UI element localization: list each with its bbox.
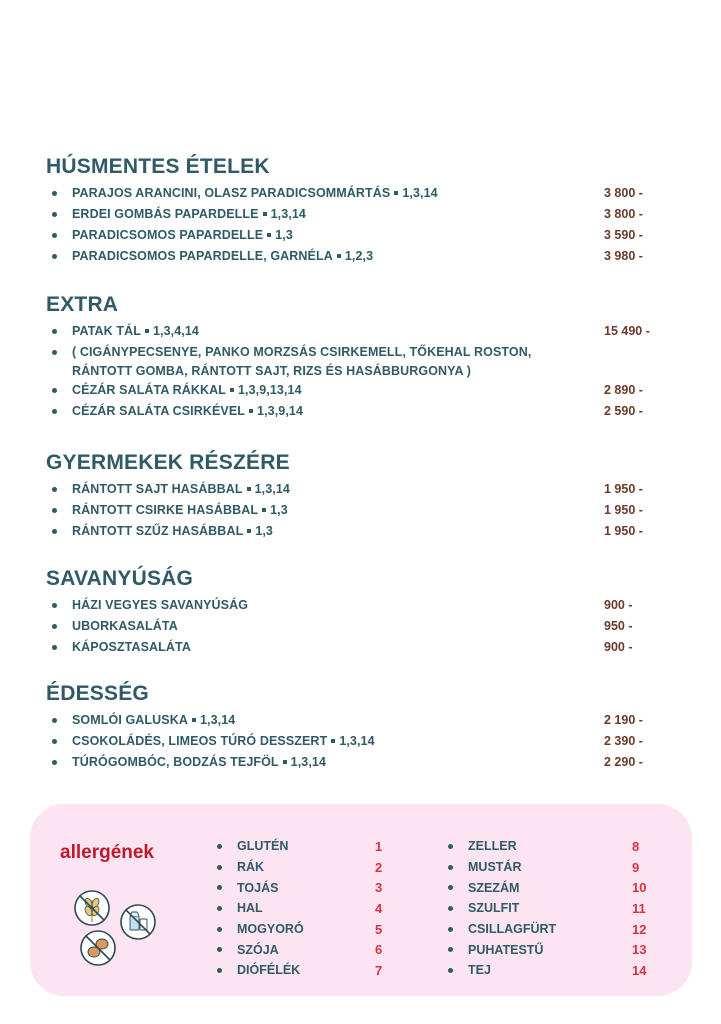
bullet-icon: [448, 927, 453, 932]
allergen-item: [217, 857, 383, 878]
allergen-title: allergének: [60, 842, 154, 863]
allergen-name: GLUTÉN: [237, 839, 289, 854]
item-name: HÁZI VEGYES SAVANYÚSÁG: [72, 598, 249, 612]
allergen-number: 5: [375, 921, 383, 937]
allergen-number: 13: [632, 942, 647, 958]
square-icon: [331, 739, 335, 743]
allergen-name: RÁK: [237, 860, 265, 875]
item-price: 900 -: [604, 598, 633, 612]
menu-list: [46, 184, 686, 268]
item-name: PARADICSOMOS PAPARDELLE: [72, 228, 264, 242]
menu-item: [46, 732, 686, 753]
section-husmentes: [46, 154, 686, 268]
bullet-icon: [52, 409, 57, 414]
bullet-icon: [448, 968, 453, 973]
menu-list: [46, 711, 686, 774]
allergen-item: [217, 898, 383, 919]
square-icon: [263, 212, 267, 216]
bullet-icon: [217, 865, 222, 870]
square-icon: [337, 254, 341, 258]
item-allergens: 1,3,9,13,14: [237, 383, 302, 397]
item-name: TÚRÓGOMBÓC, BODZÁS TEJFÖL: [72, 755, 279, 769]
allergen-icons: [70, 884, 162, 970]
menu-list: [46, 596, 686, 659]
square-icon: [283, 760, 287, 764]
item-allergens: 1,3: [275, 228, 293, 242]
allergen-number: 6: [375, 942, 383, 958]
allergen-name: SZÓJA: [237, 942, 279, 957]
square-icon: [230, 388, 234, 392]
bullet-icon: [217, 906, 222, 911]
allergen-item: [448, 960, 647, 981]
menu-item: [46, 596, 686, 617]
item-price: 900 -: [604, 640, 633, 654]
menu-item: [46, 322, 686, 343]
item-name: CÉZÁR SALÁTA RÁKKAL: [72, 383, 226, 397]
square-icon: [267, 233, 271, 237]
item-price: 3 590 -: [604, 228, 643, 242]
section-gyermekek: [46, 450, 686, 543]
item-name: RÁNTOTT SZŰZ HASÁBBAL: [72, 524, 244, 538]
item-allergens: 1,3,14: [339, 734, 375, 748]
allergen-name: MOGYORÓ: [237, 922, 304, 937]
menu-item: [46, 522, 686, 543]
section-title: GYERMEKEK RÉSZÉRE: [46, 451, 290, 474]
menu-item: [46, 184, 686, 205]
item-price: 3 800 -: [604, 186, 643, 200]
bullet-icon: [52, 350, 57, 355]
item-price: 2 590 -: [604, 404, 643, 418]
item-allergens: 1,3,9,14: [257, 404, 304, 418]
item-price: 2 290 -: [604, 755, 643, 769]
item-price: 3 800 -: [604, 207, 643, 221]
bullet-icon: [52, 233, 57, 238]
square-icon: [247, 529, 251, 533]
allergen-number: 1: [375, 838, 383, 854]
bullet-icon: [52, 329, 57, 334]
menu-list: [46, 322, 686, 423]
menu-item: [46, 205, 686, 226]
allergen-number: 10: [632, 880, 647, 896]
menu-item: [46, 501, 686, 522]
allergen-number: 7: [375, 962, 383, 978]
bullet-icon: [448, 885, 453, 890]
item-price: 2 190 -: [604, 713, 643, 727]
bullet-icon: [52, 254, 57, 259]
square-icon: [262, 508, 266, 512]
menu-item: [46, 226, 686, 247]
menu-list: [46, 480, 686, 543]
item-name: PARAJOS ARANCINI, OLASZ PARADICSOMMÁRTÁS: [72, 186, 391, 200]
item-name: RÁNTOTT SAJT HASÁBBAL: [72, 482, 243, 496]
item-price: 3 980 -: [604, 249, 643, 263]
allergen-item: [448, 836, 640, 857]
allergen-legend: [30, 804, 692, 996]
menu-item: [46, 617, 686, 638]
allergen-name: TEJ: [468, 963, 491, 978]
item-price: 15 490 -: [604, 324, 650, 338]
allergen-name: PUHATESTŰ: [468, 942, 544, 957]
allergen-name: TOJÁS: [237, 880, 279, 895]
item-name: PARADICSOMOS PAPARDELLE, GARNÉLA: [72, 249, 333, 263]
bullet-icon: [217, 844, 222, 849]
bullet-icon: [52, 388, 57, 393]
milk-icon: [121, 905, 155, 939]
allergen-item: [217, 960, 383, 981]
allergen-number: 11: [632, 900, 646, 916]
menu-item: [46, 343, 686, 381]
bullet-icon: [52, 487, 57, 492]
bullet-icon: [52, 624, 57, 629]
item-allergens: 1,3,14: [270, 207, 306, 221]
square-icon: [249, 409, 253, 413]
item-price: 2 390 -: [604, 734, 643, 748]
menu-item: [46, 638, 686, 659]
allergen-item: [217, 919, 383, 940]
item-allergens: 1,3,14: [402, 186, 438, 200]
allergen-number: 3: [375, 880, 383, 896]
allergen-number: 9: [632, 859, 640, 875]
item-name: PATAK TÁL: [72, 324, 141, 338]
allergen-name: HAL: [237, 901, 263, 916]
item-allergens: 1,3: [255, 524, 273, 538]
bullet-icon: [448, 844, 453, 849]
bullet-icon: [52, 645, 57, 650]
item-name: UBORKASALÁTA: [72, 619, 178, 633]
item-price: 1 950 -: [604, 482, 643, 496]
menu-item: [46, 753, 686, 774]
allergen-name: DIÓFÉLÉK: [237, 963, 301, 978]
square-icon: [192, 718, 196, 722]
item-allergens: 1,3: [270, 503, 288, 517]
item-name: CSOKOLÁDÉS, LIMEOS TÚRÓ DESSZERT: [72, 734, 328, 748]
allergen-list-right: [448, 836, 647, 981]
item-name: RÁNTOTT CSIRKE HASÁBBAL: [72, 503, 259, 517]
allergen-item: [448, 857, 640, 878]
allergen-item: [448, 939, 647, 960]
bullet-icon: [448, 906, 453, 911]
item-allergens: 1,3,4,14: [152, 324, 199, 338]
section-edesseg: [46, 681, 686, 774]
allergen-list-left: [217, 836, 383, 981]
bullet-icon: [217, 968, 222, 973]
bullet-icon: [52, 212, 57, 217]
square-icon: [394, 191, 398, 195]
bullet-icon: [52, 529, 57, 534]
section-savanyusag: [46, 566, 686, 659]
item-name: ERDEI GOMBÁS PAPARDELLE: [72, 207, 259, 221]
bullet-icon: [52, 191, 57, 196]
square-icon: [145, 329, 149, 333]
allergen-number: 4: [375, 900, 383, 916]
allergen-number: 14: [632, 962, 647, 978]
bullet-icon: [52, 508, 57, 513]
section-title: EXTRA: [46, 293, 119, 316]
bullet-icon: [52, 718, 57, 723]
bullet-icon: [52, 739, 57, 744]
item-name: KÁPOSZTASALÁTA: [72, 640, 191, 654]
item-allergens: 1,3,14: [254, 482, 290, 496]
item-allergens: 1,3,14: [199, 713, 236, 727]
bullet-icon: [448, 865, 453, 870]
allergen-item: [448, 898, 646, 919]
allergen-name: SZULFIT: [468, 901, 520, 916]
allergen-item: [448, 877, 647, 898]
bullet-icon: [217, 927, 222, 932]
item-allergens: 1,2,3: [344, 249, 374, 263]
menu-item: [46, 247, 686, 268]
allergen-name: MUSTÁR: [468, 860, 522, 875]
menu-item: [46, 480, 686, 501]
wheat-icon: [75, 891, 109, 925]
peanut-icon: [81, 931, 115, 965]
section-title: HÚSMENTES ÉTELEK: [46, 155, 270, 178]
item-price: 2 890 -: [604, 383, 643, 397]
item-name: CÉZÁR SALÁTA CSIRKÉVEL: [72, 404, 246, 418]
bullet-icon: [52, 760, 57, 765]
item-price: 950 -: [604, 619, 633, 633]
allergen-item: [217, 836, 383, 857]
menu-item: [46, 402, 686, 423]
allergen-number: 2: [375, 859, 383, 875]
section-extra: [46, 292, 686, 423]
allergen-number: 8: [632, 838, 640, 854]
allergen-name: ZELLER: [468, 839, 517, 854]
item-name: ( CIGÁNYPECSENYE, PANKO MORZSÁS CSIRKEMELL, TŐKEHAL ROSTON, RÁNTOTT GOMBA, RÁNTOTT SAJT, RIZS ÉS HASÁBBURGONYA ): [72, 345, 532, 378]
bullet-icon: [52, 603, 57, 608]
allergen-number: 12: [632, 921, 647, 937]
section-title: SAVANYÚSÁG: [46, 567, 194, 590]
allergen-name: CSILLAGFÜRT: [468, 922, 557, 937]
item-price: 1 950 -: [604, 524, 643, 538]
item-price: 1 950 -: [604, 503, 643, 517]
square-icon: [247, 487, 251, 491]
allergen-item: [217, 939, 383, 960]
menu-item: [46, 711, 686, 732]
allergen-item: [217, 877, 383, 898]
allergen-item: [448, 919, 647, 940]
menu-item: [46, 381, 686, 402]
allergen-name: SZEZÁM: [468, 880, 520, 895]
item-allergens: 1,3,14: [290, 755, 327, 769]
item-name: SOMLÓI GALUSKA: [72, 713, 188, 727]
bullet-icon: [448, 947, 453, 952]
section-title: ÉDESSÉG: [46, 682, 149, 705]
bullet-icon: [217, 885, 222, 890]
bullet-icon: [217, 947, 222, 952]
